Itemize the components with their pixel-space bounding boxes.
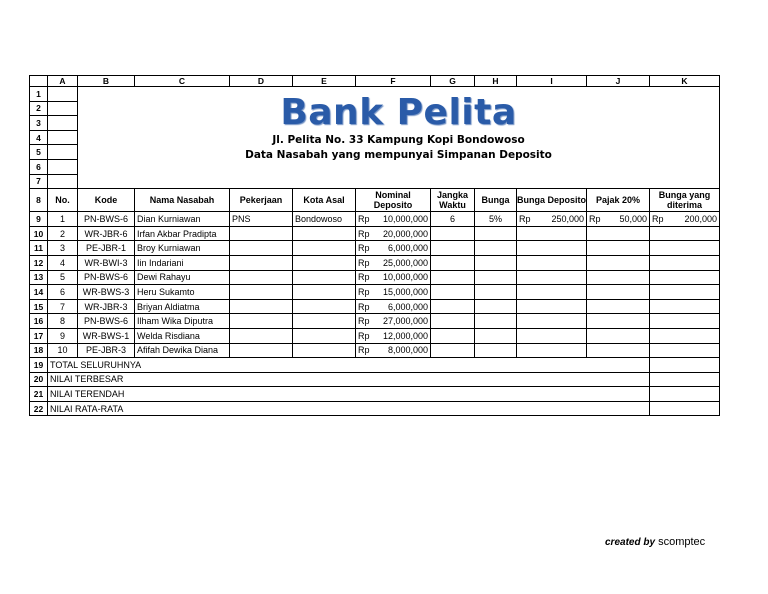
currency-label: Rp (358, 316, 370, 327)
cell-bunga[interactable] (475, 343, 517, 358)
cell-jangka[interactable] (431, 328, 475, 343)
row-header-14: 14 (30, 285, 48, 300)
cell-jangka[interactable] (431, 255, 475, 270)
cell-bunga[interactable] (475, 270, 517, 285)
cell-pekerjaan[interactable] (230, 255, 293, 270)
cell-nominal[interactable] (356, 270, 431, 285)
amount: 8,000,000 (387, 345, 428, 356)
row-header-19: 19 (30, 358, 48, 373)
cell-no[interactable]: 5 (48, 270, 78, 285)
currency-label: Rp (358, 213, 370, 224)
cell-nama[interactable]: Iin Indariani (135, 255, 230, 270)
cell-nama[interactable]: Ilham Wika Diputra (135, 314, 230, 329)
cell-bunga-deposito[interactable] (517, 328, 587, 343)
subtitle-text: Data Nasabah yang mempunyai Simpanan Deposito (245, 149, 552, 161)
cell-pajak[interactable] (587, 226, 650, 241)
cell-no[interactable]: 6 (48, 285, 78, 300)
cell-bunga[interactable] (475, 314, 517, 329)
amount: 20,000,000 (382, 228, 428, 239)
column-header-K[interactable]: K (650, 76, 720, 87)
cell-A7[interactable] (48, 174, 78, 189)
cell-nama[interactable]: Afifah Dewika Diana (135, 343, 230, 358)
cell-no[interactable]: 2 (48, 226, 78, 241)
cell-A2[interactable] (48, 101, 78, 116)
column-header-G[interactable]: G (431, 76, 475, 87)
cell-nominal[interactable] (356, 299, 431, 314)
cell-pekerjaan[interactable] (230, 314, 293, 329)
credit-text (605, 536, 705, 548)
cell-kota[interactable] (293, 255, 356, 270)
cell-kota[interactable] (293, 343, 356, 358)
cell-A3[interactable] (48, 116, 78, 131)
row-header-9: 9 (30, 212, 48, 227)
cell-pekerjaan[interactable]: PNS (230, 212, 293, 227)
currency-label: Rp (589, 213, 601, 224)
amount: 10,000,000 (382, 213, 428, 224)
row-header-5: 5 (30, 145, 48, 160)
row-header-7: 7 (30, 174, 48, 189)
column-header-F[interactable]: F (356, 76, 431, 87)
amount: 15,000,000 (382, 286, 428, 297)
row-header-10: 10 (30, 226, 48, 241)
row-header-3: 3 (30, 116, 48, 131)
cell-pekerjaan[interactable] (230, 285, 293, 300)
cell-bunga[interactable] (475, 299, 517, 314)
cell-kota[interactable] (293, 270, 356, 285)
cell-A5[interactable] (48, 145, 78, 160)
credit-brand: scomptec (658, 536, 706, 548)
title-merged-cell[interactable] (78, 87, 720, 189)
cell-kode[interactable]: PN-BWS-6 (78, 314, 135, 329)
summary-label[interactable]: NILAI RATA-RATA (48, 401, 650, 416)
cell-nominal[interactable] (356, 241, 431, 256)
column-header-E[interactable]: E (293, 76, 356, 87)
header-pekerjaan[interactable]: Pekerjaan (230, 189, 293, 212)
title-block (78, 93, 719, 163)
cell-bunga[interactable] (475, 226, 517, 241)
cell-kota[interactable] (293, 226, 356, 241)
spreadsheet-table (29, 75, 720, 416)
amount: 10,000,000 (382, 272, 428, 283)
cell-A4[interactable] (48, 130, 78, 145)
amount: 50,000 (619, 213, 647, 224)
currency-label: Rp (652, 213, 664, 224)
cell-kota[interactable] (293, 314, 356, 329)
row-header-4: 4 (30, 130, 48, 145)
cell-kota[interactable] (293, 285, 356, 300)
cell-jangka[interactable] (431, 270, 475, 285)
cell-diterima[interactable] (650, 270, 720, 285)
summary-value[interactable] (650, 372, 720, 387)
amount: 25,000,000 (382, 257, 428, 268)
header-diterima[interactable]: Bunga yang diterima (650, 189, 720, 212)
corner-cell[interactable] (30, 76, 48, 87)
header-jangka[interactable]: Jangka Waktu (431, 189, 475, 212)
cell-pekerjaan[interactable] (230, 226, 293, 241)
cell-kode[interactable]: WR-JBR-6 (78, 226, 135, 241)
currency-label: Rp (358, 257, 370, 268)
summary-label[interactable]: NILAI TERENDAH (48, 387, 650, 402)
cell-diterima[interactable] (650, 241, 720, 256)
cell-diterima[interactable] (650, 343, 720, 358)
cell-nama[interactable]: Irfan Akbar Pradipta (135, 226, 230, 241)
cell-pajak[interactable] (587, 314, 650, 329)
column-header-A[interactable]: A (48, 76, 78, 87)
amount: 200,000 (684, 213, 717, 224)
currency-label: Rp (358, 330, 370, 341)
row-header-8: 8 (30, 189, 48, 212)
cell-kode[interactable]: WR-JBR-3 (78, 299, 135, 314)
header-nama[interactable]: Nama Nasabah (135, 189, 230, 212)
cell-nama[interactable]: Dian Kurniawan (135, 212, 230, 227)
cell-diterima[interactable] (650, 314, 720, 329)
row-header-15: 15 (30, 299, 48, 314)
cell-nama[interactable]: Broy Kurniawan (135, 241, 230, 256)
cell-pajak[interactable] (587, 343, 650, 358)
row-header-2: 2 (30, 101, 48, 116)
cell-kode[interactable]: PN-BWS-6 (78, 212, 135, 227)
row-header-17: 17 (30, 328, 48, 343)
cell-kota[interactable] (293, 328, 356, 343)
cell-pajak[interactable] (587, 270, 650, 285)
currency-label: Rp (358, 345, 370, 356)
cell-kode[interactable]: PE-JBR-1 (78, 241, 135, 256)
cell-jangka[interactable] (431, 314, 475, 329)
amount: 12,000,000 (382, 330, 428, 341)
header-bunga_dep[interactable]: Bunga Deposito (517, 189, 587, 212)
cell-bunga-deposito[interactable] (517, 299, 587, 314)
cell-diterima[interactable] (650, 255, 720, 270)
cell-kode[interactable]: PN-BWS-6 (78, 270, 135, 285)
header-kode[interactable]: Kode (78, 189, 135, 212)
currency-label: Rp (358, 286, 370, 297)
cell-bunga-deposito[interactable] (517, 241, 587, 256)
cell-nominal[interactable] (356, 255, 431, 270)
cell-bunga-deposito[interactable] (517, 255, 587, 270)
bank-title: Bank Pelita (280, 92, 517, 133)
column-header-I[interactable]: I (517, 76, 587, 87)
cell-jangka[interactable] (431, 343, 475, 358)
amount: 250,000 (551, 213, 584, 224)
cell-diterima[interactable] (650, 212, 720, 227)
row-header-1: 1 (30, 87, 48, 102)
cell-no[interactable]: 3 (48, 241, 78, 256)
cell-jangka[interactable] (431, 299, 475, 314)
cell-bunga-deposito[interactable] (517, 226, 587, 241)
cell-no[interactable]: 1 (48, 212, 78, 227)
column-header-B[interactable]: B (78, 76, 135, 87)
header-no[interactable]: No. (48, 189, 78, 212)
cell-kota[interactable] (293, 299, 356, 314)
cell-bunga-deposito[interactable] (517, 212, 587, 227)
header-kota[interactable]: Kota Asal (293, 189, 356, 212)
column-header-H[interactable]: H (475, 76, 517, 87)
cell-no[interactable]: 7 (48, 299, 78, 314)
cell-kode[interactable]: WR-BWS-1 (78, 328, 135, 343)
cell-kota[interactable]: Bondowoso (293, 212, 356, 227)
cell-diterima[interactable] (650, 328, 720, 343)
cell-pajak[interactable] (587, 328, 650, 343)
cell-nominal[interactable] (356, 212, 431, 227)
row-header-22: 22 (30, 401, 48, 416)
cell-nominal[interactable] (356, 285, 431, 300)
cell-pekerjaan[interactable] (230, 270, 293, 285)
cell-diterima[interactable] (650, 285, 720, 300)
header-pajak[interactable]: Pajak 20% (587, 189, 650, 212)
amount: 27,000,000 (382, 316, 428, 327)
cell-no[interactable]: 4 (48, 255, 78, 270)
cell-bunga-deposito[interactable] (517, 285, 587, 300)
cell-pajak[interactable] (587, 255, 650, 270)
cell-pajak[interactable] (587, 212, 650, 227)
cell-kode[interactable]: PE-JBR-3 (78, 343, 135, 358)
row-header-21: 21 (30, 387, 48, 402)
cell-kota[interactable] (293, 241, 356, 256)
cell-jangka[interactable] (431, 241, 475, 256)
row-header-13: 13 (30, 270, 48, 285)
column-header-J[interactable]: J (587, 76, 650, 87)
summary-value[interactable] (650, 358, 720, 373)
cell-nominal[interactable] (356, 226, 431, 241)
cell-pajak[interactable] (587, 299, 650, 314)
amount: 6,000,000 (387, 243, 428, 254)
currency-label: Rp (358, 301, 370, 312)
cell-bunga[interactable]: 5% (475, 212, 517, 227)
cell-bunga[interactable] (475, 328, 517, 343)
header-bunga[interactable]: Bunga (475, 189, 517, 212)
cell-bunga[interactable] (475, 241, 517, 256)
summary-label[interactable]: TOTAL SELURUHNYA (48, 358, 650, 373)
cell-kode[interactable]: WR-BWI-3 (78, 255, 135, 270)
cell-bunga-deposito[interactable] (517, 270, 587, 285)
currency-label: Rp (519, 213, 531, 224)
cell-bunga[interactable] (475, 255, 517, 270)
column-header-C[interactable]: C (135, 76, 230, 87)
cell-pajak[interactable] (587, 285, 650, 300)
cell-bunga-deposito[interactable] (517, 314, 587, 329)
row-header-20: 20 (30, 372, 48, 387)
currency-label: Rp (358, 228, 370, 239)
cell-nominal[interactable] (356, 314, 431, 329)
cell-diterima[interactable] (650, 226, 720, 241)
address-text: Jl. Pelita No. 33 Kampung Kopi Bondowoso (272, 134, 525, 146)
row-header-12: 12 (30, 255, 48, 270)
cell-jangka[interactable]: 6 (431, 212, 475, 227)
row-header-16: 16 (30, 314, 48, 329)
cell-bunga[interactable] (475, 285, 517, 300)
cell-pajak[interactable] (587, 241, 650, 256)
row-header-6: 6 (30, 159, 48, 174)
column-header-D[interactable]: D (230, 76, 293, 87)
cell-nama[interactable]: Welda Risdiana (135, 328, 230, 343)
cell-no[interactable]: 9 (48, 328, 78, 343)
summary-value[interactable] (650, 387, 720, 402)
cell-pekerjaan[interactable] (230, 299, 293, 314)
cell-nama[interactable]: Dewi Rahayu (135, 270, 230, 285)
header-nominal[interactable]: Nominal Deposito (356, 189, 431, 212)
cell-nama[interactable]: Briyan Aldiatma (135, 299, 230, 314)
row-header-18: 18 (30, 343, 48, 358)
cell-bunga-deposito[interactable] (517, 343, 587, 358)
cell-nama[interactable]: Heru Sukamto (135, 285, 230, 300)
summary-value[interactable] (650, 401, 720, 416)
amount: 6,000,000 (387, 301, 428, 312)
summary-label[interactable]: NILAI TERBESAR (48, 372, 650, 387)
currency-label: Rp (358, 243, 370, 254)
row-header-11: 11 (30, 241, 48, 256)
cell-pekerjaan[interactable] (230, 328, 293, 343)
currency-label: Rp (358, 272, 370, 283)
credit-prefix: created by (605, 537, 656, 548)
cell-jangka[interactable] (431, 285, 475, 300)
cell-nominal[interactable] (356, 328, 431, 343)
cell-no[interactable]: 10 (48, 343, 78, 358)
cell-no[interactable]: 8 (48, 314, 78, 329)
cell-diterima[interactable] (650, 299, 720, 314)
cell-kode[interactable]: WR-BWS-3 (78, 285, 135, 300)
cell-nominal[interactable] (356, 343, 431, 358)
cell-pekerjaan[interactable] (230, 241, 293, 256)
cell-pekerjaan[interactable] (230, 343, 293, 358)
cell-jangka[interactable] (431, 226, 475, 241)
cell-A1[interactable] (48, 87, 78, 102)
cell-A6[interactable] (48, 159, 78, 174)
